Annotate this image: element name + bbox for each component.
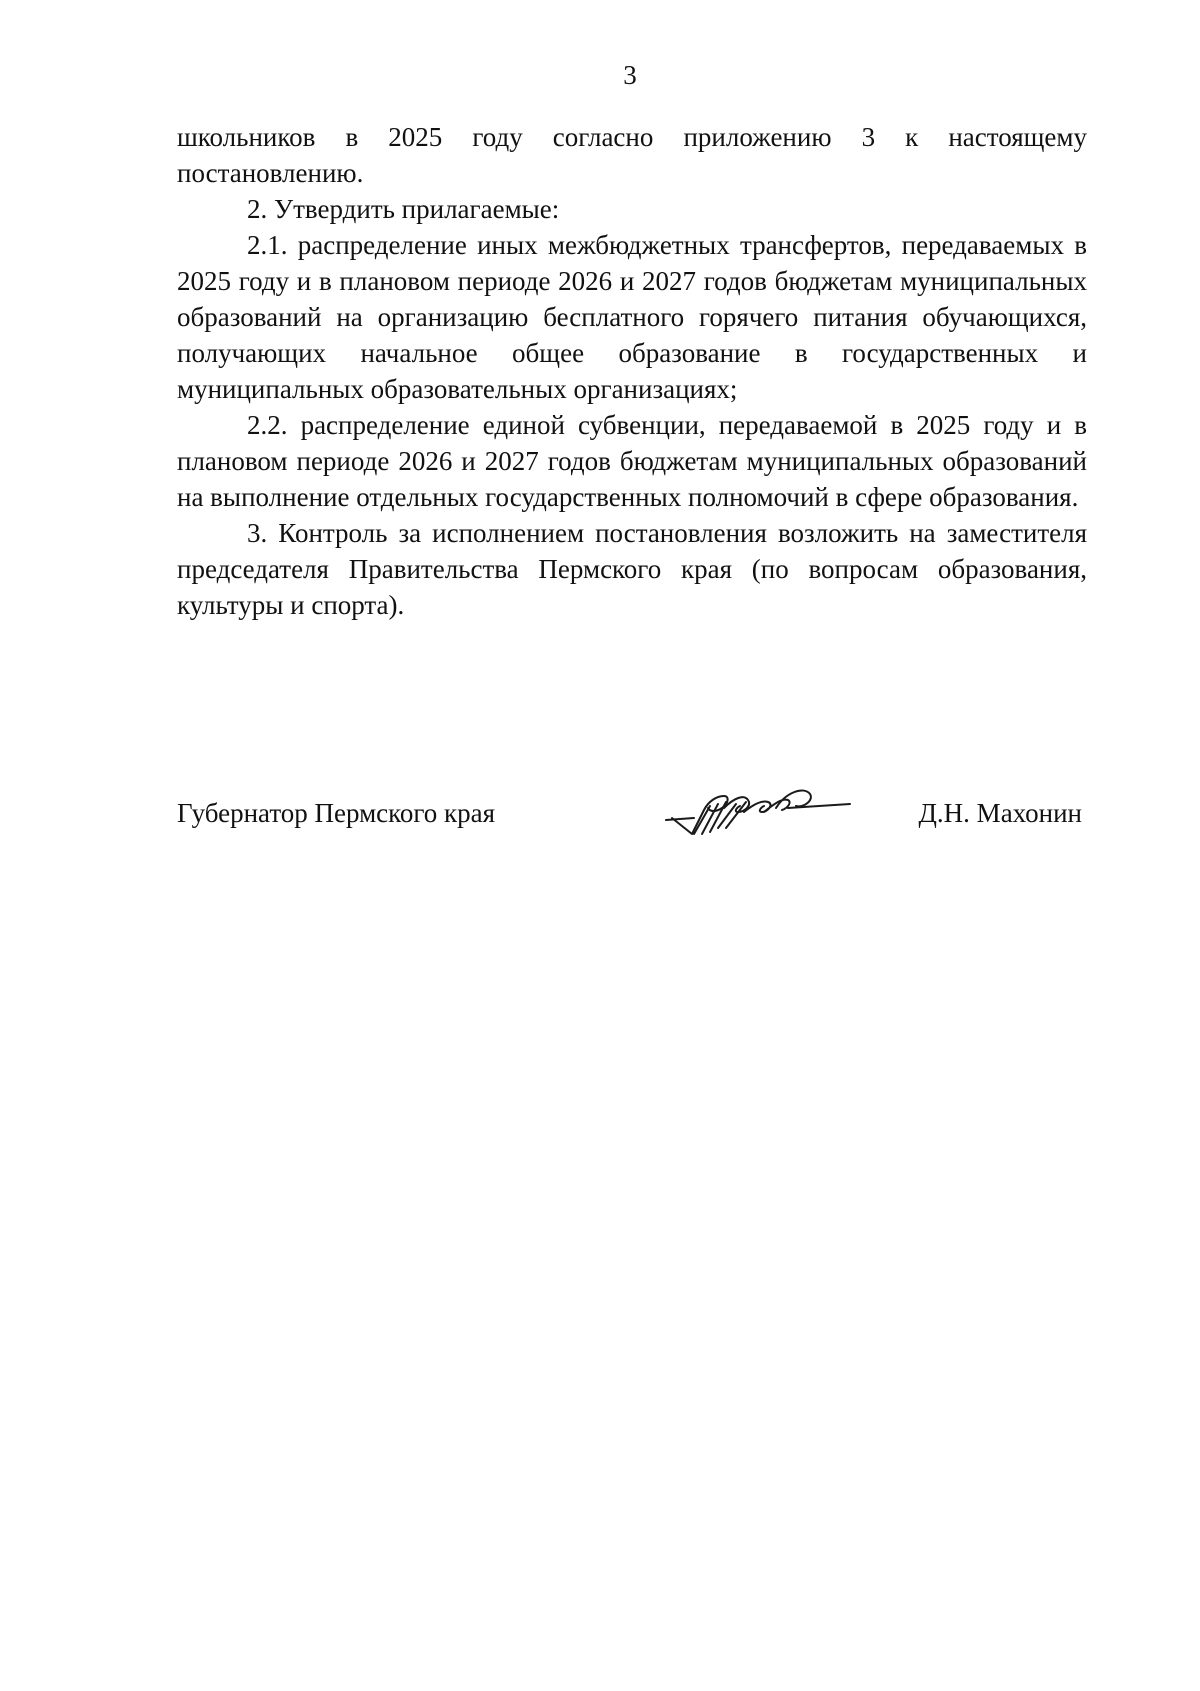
- page-number: 3: [623, 60, 637, 90]
- paragraph-continuation: школьников в 2025 году согласно приложению 3 к настоящему постановлению.: [177, 122, 1087, 188]
- signatory-title: Губернатор Пермского края: [177, 798, 496, 828]
- document-body: [177, 119, 1087, 623]
- signatory-name: Д.Н. Махонин: [918, 798, 1082, 828]
- handwritten-signature-icon: [664, 782, 854, 842]
- paragraph-item-2: 2. Утвердить прилагаемые:: [247, 194, 560, 224]
- paragraph-item-2-1: 2.1. распределение иных межбюджетных трансфертов, передаваемых в 2025 году и в плановом периоде 2026 и 2027 годов бюджетам муниципальных образований на организацию бесплатного горячего питания обучающихся, получающих начальное общее образование в государственных и муниципальных образовательных организациях;: [177, 230, 1087, 404]
- paragraph-item-2-2: 2.2. распределение единой субвенции, передаваемой в 2025 году и в плановом периоде 2026 и 2027 годов бюджетам муниципальных образований на выполнение отдельных государственных полномочий в сфере образования.: [177, 410, 1087, 512]
- signature-block: [177, 792, 1082, 852]
- paragraph-item-3: 3. Контроль за исполнением постановления возложить на заместителя председателя Правительства Пермского края (по вопросам образования, культуры и спорта).: [177, 518, 1087, 620]
